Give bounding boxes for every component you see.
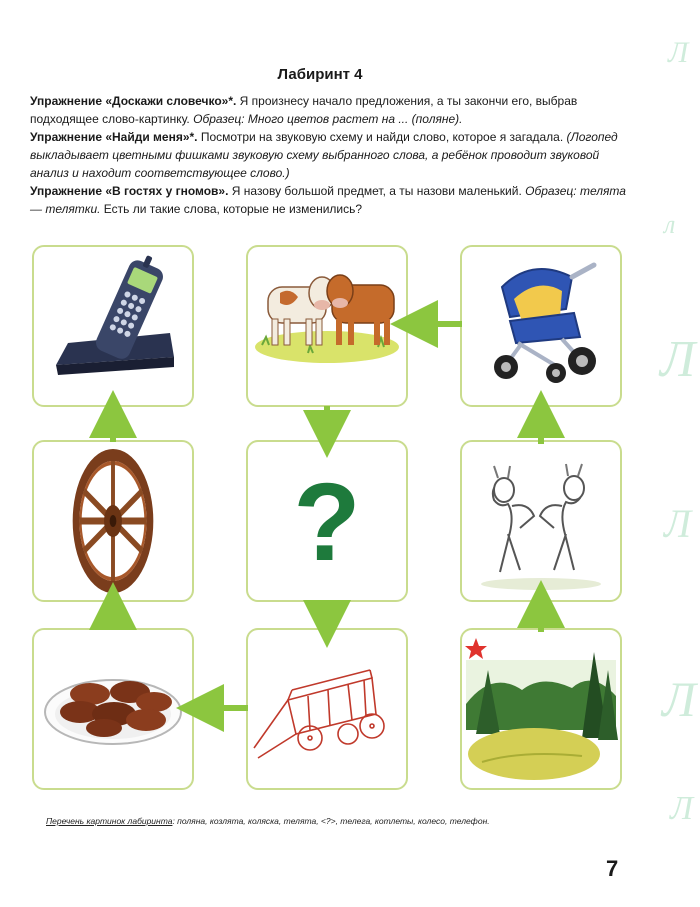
decor-letter: Л: [662, 671, 696, 727]
decor-letter: Л: [664, 501, 692, 546]
card-telephone[interactable]: [32, 245, 194, 407]
exercise-1-name: Упражнение «Доскажи словечко»*.: [30, 94, 237, 108]
exercise-2: [30, 128, 640, 182]
calves-icon: [248, 247, 406, 405]
exercise-2-note: (Логопед выкладывает цветными фишками звуковую схему выбранного слова, а ребёнок проводит звуковой анализ и находит соответствующее слово.): [30, 130, 618, 180]
stroller-icon: [462, 247, 620, 405]
exercise-2-name: Упражнение «Найди меня»*.: [30, 130, 198, 144]
cutlets-icon: [34, 630, 192, 788]
footnote-text: : поляна, козлята, коляска, телята, <?>, телега, котлеты, колесо, телефон.: [172, 816, 490, 826]
exercise-2-text: Посмотри на звуковую схему и найди слово, которое я загадала.: [197, 130, 567, 144]
exercise-1-example: Образец: Много цветов растет на ... (поляне).: [193, 112, 463, 126]
card-stroller[interactable]: [460, 245, 622, 407]
decor-letter: Л: [670, 790, 694, 827]
question-mark-icon: [248, 442, 406, 600]
wheel-icon: [34, 442, 192, 600]
instructions: [30, 92, 640, 218]
exercise-3-text: Я назову большой предмет, а ты назови маленький.: [228, 184, 526, 198]
exercise-3-example: Образец: телята — телятки.: [30, 184, 626, 216]
page-title: Лабиринт 4: [277, 66, 363, 83]
footnote: [46, 816, 646, 826]
telephone-icon: [34, 247, 192, 405]
exercise-3-tail: Есть ли такие слова, которые не изменились?: [100, 202, 363, 216]
decor-letter: л: [664, 210, 676, 239]
cart-icon: [248, 630, 406, 788]
card-question[interactable]: [246, 440, 408, 602]
exercise-3-name: Упражнение «В гостях у гномов».: [30, 184, 229, 198]
card-calves[interactable]: [246, 245, 408, 407]
card-goat-kids[interactable]: [460, 440, 622, 602]
card-cutlets[interactable]: [32, 628, 194, 790]
goat-kids-icon: [462, 442, 620, 600]
exercise-1-text: Я произнесу начало предложения, а ты закончи его, выбрав подходящее слово-картинку.: [30, 94, 578, 126]
footnote-label: Перечень картинок лабиринта: [46, 816, 173, 826]
decor-letter: Л: [660, 331, 696, 388]
meadow-icon: [462, 630, 620, 788]
card-cart[interactable]: [246, 628, 408, 790]
decor-letter: Л: [668, 36, 689, 69]
exercise-3: [30, 182, 640, 218]
card-wheel[interactable]: [32, 440, 194, 602]
card-meadow[interactable]: [460, 628, 622, 790]
page-number: 7: [606, 856, 619, 881]
question-mark: ?: [293, 461, 361, 584]
exercise-1: [30, 92, 640, 128]
